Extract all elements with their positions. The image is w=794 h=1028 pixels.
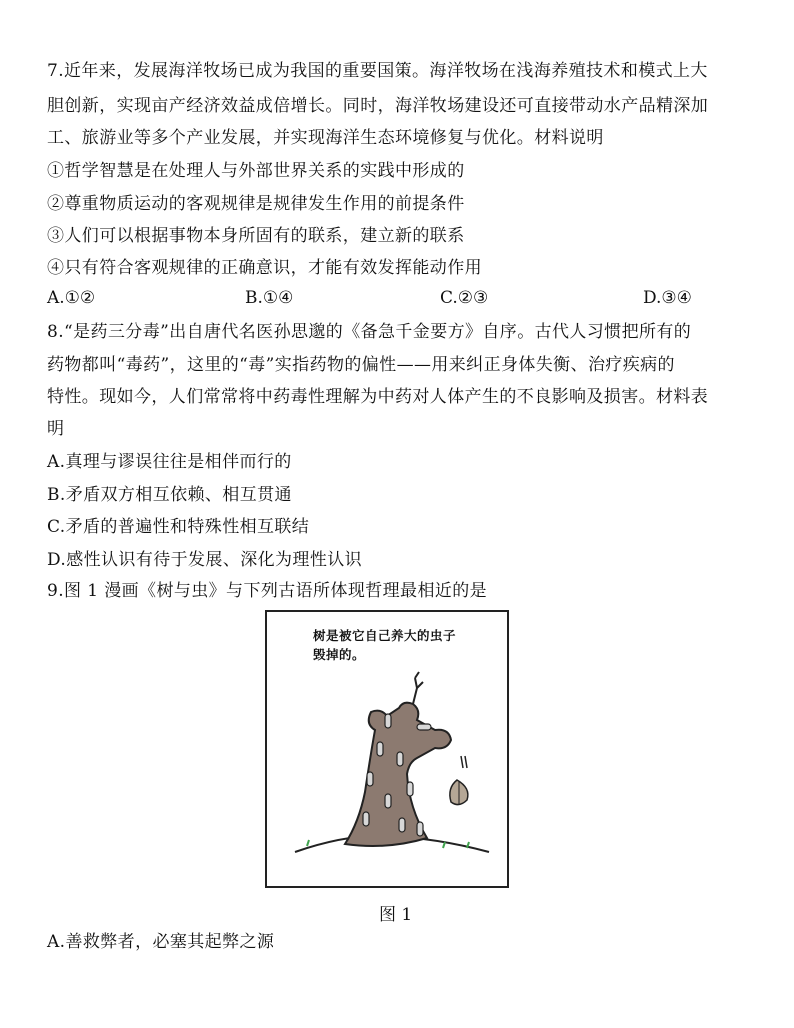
- worm: [417, 822, 423, 836]
- q9-stem: 9.图 1 漫画《树与虫》与下列古语所体现哲理最相近的是: [47, 581, 488, 601]
- tree-twig: [413, 672, 423, 704]
- worm: [367, 772, 373, 786]
- q8-option-d: D.感性认识有待于发展、深化为理性认识: [47, 550, 363, 570]
- cartoon-text-line-1: 树是被它自己养大的虫子: [313, 628, 457, 643]
- q8-stem-line-4: 明: [47, 419, 65, 439]
- q7-option-c: C.②③: [440, 288, 489, 308]
- q7-statement-1: ①哲学智慧是在处理人与外部世界关系的实践中形成的: [47, 161, 465, 181]
- q7-option-d: D.③④: [643, 288, 692, 308]
- q7-stem-line-1: 7.近年来，发展海洋牧场已成为我国的重要国策。海洋牧场在浅海养殖技术和模式上大: [47, 61, 708, 81]
- tree-trunk: [345, 703, 451, 846]
- q7-stem-line-3: 工、旅游业等多个产业发展，并实现海洋生态环境修复与优化。材料说明: [47, 128, 604, 148]
- q7-statement-3: ③人们可以根据事物本身所固有的联系，建立新的联系: [47, 226, 465, 246]
- worm: [385, 794, 391, 808]
- q8-option-b: B.矛盾双方相互依赖、相互贯通: [47, 485, 292, 505]
- grass: [307, 840, 309, 846]
- figure-caption: 图 1: [379, 905, 413, 925]
- tree-with-worms-illustration: [267, 612, 507, 886]
- q9-option-a: A.善救弊者，必塞其起弊之源: [47, 932, 275, 952]
- q8-stem-line-2: 药物都叫“毒药”，这里的“毒”实指药物的偏性——用来纠正身体失衡、治疗疾病的: [47, 355, 675, 375]
- worm: [399, 818, 405, 832]
- worm: [407, 782, 413, 796]
- q8-stem-line-3: 特性。现如今，人们常常将中药毒性理解为中药对人体产生的不良影响及损害。材料表: [47, 387, 709, 407]
- worm: [417, 724, 431, 730]
- cartoon-text-line-2: 毁掉的。: [313, 647, 366, 662]
- q8-option-a: A.真理与谬误往往是相伴而行的: [47, 452, 292, 472]
- motion-lines: [461, 756, 467, 768]
- q7-option-b: B.①④: [245, 288, 294, 308]
- worm: [385, 714, 391, 728]
- cartoon-figure: [265, 610, 509, 888]
- worm: [363, 812, 369, 826]
- q8-option-c: C.矛盾的普遍性和特殊性相互联结: [47, 517, 310, 537]
- q7-option-a: A.①②: [47, 288, 96, 308]
- worm: [377, 742, 383, 756]
- q7-stem-line-2: 胆创新，实现亩产经济效益成倍增长。同时，海洋牧场建设还可直接带动水产品精深加: [47, 96, 709, 116]
- q8-stem-line-1: 8.“是药三分毒”出自唐代名医孙思邈的《备急千金要方》自序。古代人习惯把所有的: [47, 322, 692, 342]
- q7-statement-2: ②尊重物质运动的客观规律是规律发生作用的前提条件: [47, 194, 465, 214]
- worm: [397, 752, 403, 766]
- q7-statement-4: ④只有符合客观规律的正确意识，才能有效发挥能动作用: [47, 258, 482, 278]
